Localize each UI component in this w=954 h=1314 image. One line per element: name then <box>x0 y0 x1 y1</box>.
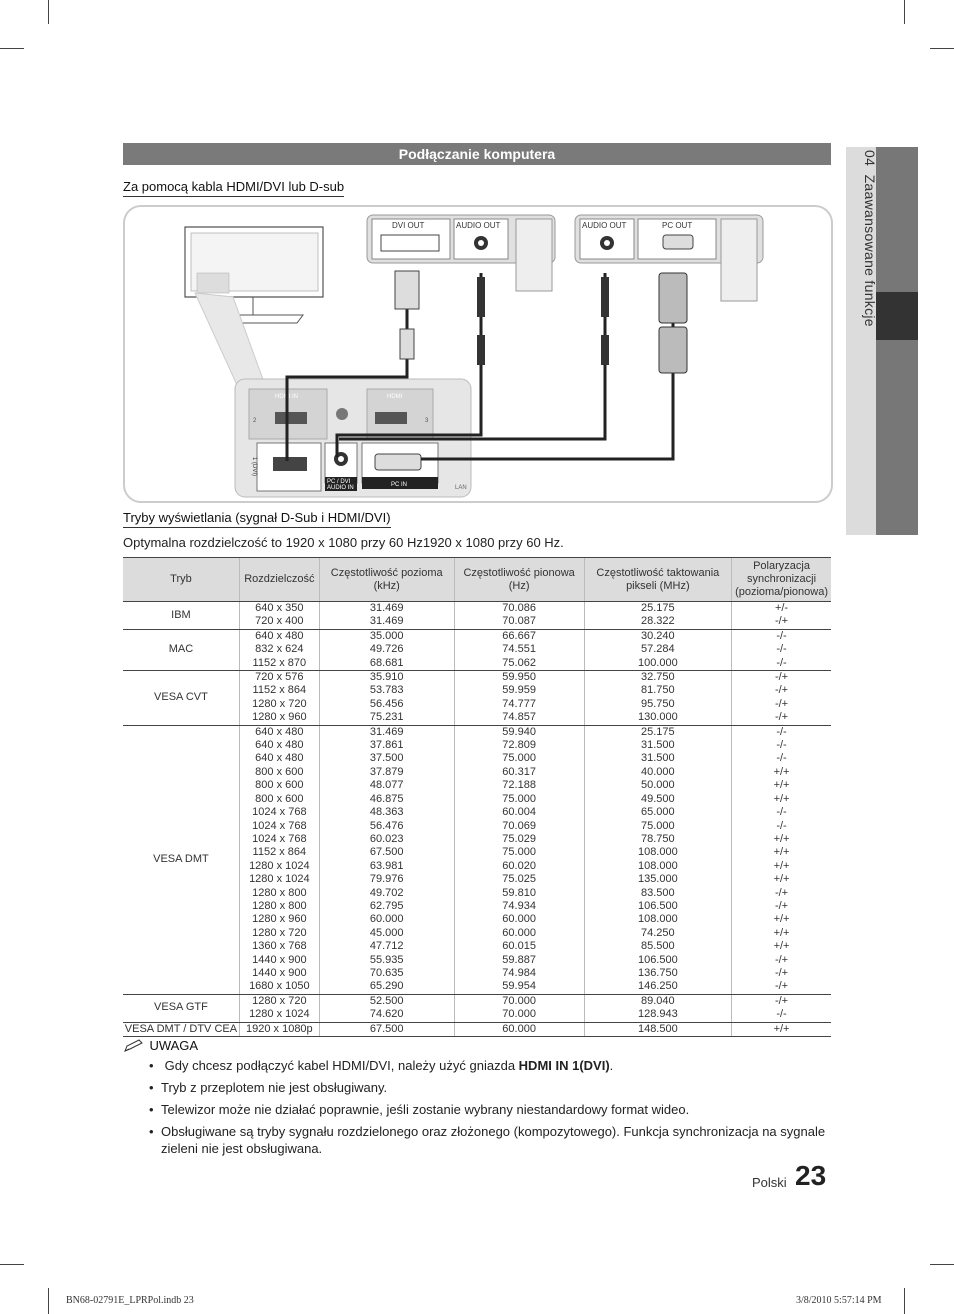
value-line: 52.500 <box>369 994 404 1007</box>
header-mode: Tryb <box>123 558 239 602</box>
value-line: 1024 x 768 <box>252 819 307 832</box>
value-line: 1280 x 720 <box>252 926 307 939</box>
note-item-text: Gdy chcesz podłączyć kabel HDMI/DVI, należy użyć gniazda <box>164 1058 519 1073</box>
value-line: 60.023 <box>369 832 404 845</box>
value-line: +/- <box>774 602 789 614</box>
value-cell <box>732 994 831 1022</box>
value-line: 46.875 <box>369 792 404 805</box>
value-line: -/+ <box>774 953 789 966</box>
value-line: 60.000 <box>502 1022 536 1035</box>
value-cell <box>319 994 454 1022</box>
table-row <box>123 994 831 1022</box>
value-line: 57.284 <box>641 643 675 656</box>
value-line: 30.240 <box>641 629 675 642</box>
value-line: -/+ <box>774 886 789 899</box>
value-cell <box>319 602 454 630</box>
value-cell <box>454 1022 584 1036</box>
value-line: 83.500 <box>641 886 675 899</box>
header-resolution: Rozdzielczość <box>239 558 319 602</box>
value-line: 47.712 <box>369 940 404 953</box>
value-line: 53.783 <box>369 684 404 697</box>
value-line: 75.025 <box>502 873 536 886</box>
crop-mark <box>904 1288 905 1314</box>
value-line: 60.000 <box>502 926 536 939</box>
header-vertical-freq: Częstotliwość pionowa (Hz) <box>454 558 584 602</box>
value-line: 55.935 <box>369 953 404 966</box>
value-line: 62.795 <box>369 899 404 912</box>
value-line: 31.500 <box>641 752 675 765</box>
value-line: 70.087 <box>502 615 536 628</box>
hdmi-port-1-dvi-label: 1 (DVI) <box>251 457 257 477</box>
crop-mark <box>904 0 905 24</box>
value-line: 68.681 <box>369 656 404 669</box>
value-line: 59.887 <box>502 953 536 966</box>
value-line: 35.000 <box>369 629 404 642</box>
value-line: 720 x 576 <box>255 671 304 684</box>
value-line: 65.290 <box>369 980 404 993</box>
value-cell <box>732 602 831 630</box>
value-line: 108.000 <box>637 846 678 859</box>
mode-cell: VESA CVT <box>123 671 239 726</box>
note-item-text: Tryb z przeplotem nie jest obsługiwany. <box>161 1080 388 1095</box>
value-cell <box>732 671 831 726</box>
value-line: +/+ <box>773 913 790 926</box>
value-line: 49.500 <box>641 792 675 805</box>
value-line: -/+ <box>774 994 789 1007</box>
note-item-text: Telewizor może nie działać poprawnie, jeśli zostanie wybrany niestandardowy format wideo. <box>161 1102 690 1117</box>
value-line: 60.020 <box>502 859 536 872</box>
header-pixel-clock: Częstotliwość taktowania pikseli (MHz) <box>584 558 731 602</box>
value-cell <box>319 725 454 994</box>
value-line: 59.950 <box>502 671 536 684</box>
note-item: • Obsługiwane są tryby sygnału rozdzielonego oraz złożonego (kompozytowego). Funkcja synchronizacja na sygnale zieleni nie jest obsługiwana. <box>149 1124 826 1156</box>
modes-subheading: Tryby wyświetlania (sygnał D-Sub i HDMI/DVI) <box>123 510 391 528</box>
pc2-audio-out-label: AUDIO OUT <box>582 221 627 230</box>
value-line: 136.750 <box>637 966 678 979</box>
value-line: 85.500 <box>641 940 675 953</box>
value-cell <box>584 671 731 726</box>
header-horizontal-freq: Częstotliwość pozioma (kHz) <box>319 558 454 602</box>
value-line: 37.861 <box>369 739 404 752</box>
value-cell <box>239 1022 319 1036</box>
value-line: +/+ <box>773 873 790 886</box>
value-line: 640 x 480 <box>255 725 304 738</box>
value-line: 1360 x 768 <box>252 940 307 953</box>
value-line: 48.363 <box>369 806 404 819</box>
value-line: -/- <box>776 1008 787 1021</box>
value-line: +/+ <box>773 779 790 792</box>
value-cell <box>239 725 319 994</box>
value-cell <box>584 994 731 1022</box>
value-line: -/+ <box>774 980 789 993</box>
value-line: 100.000 <box>637 656 678 669</box>
value-line: 89.040 <box>641 994 675 1007</box>
pc-dvi-label: PC / DVI <box>327 479 351 485</box>
value-line: 1280 x 1024 <box>249 1008 310 1021</box>
page-number: 23 <box>795 1160 827 1191</box>
note-item: • Tryb z przeplotem nie jest obsługiwany. <box>149 1080 388 1095</box>
value-line: 75.000 <box>502 752 536 765</box>
crop-mark <box>0 48 24 49</box>
value-line: 65.000 <box>641 806 675 819</box>
hdmi-port-3-label: 3 <box>425 418 429 424</box>
print-timestamp: 3/8/2010 5:57:14 PM <box>796 1295 882 1306</box>
value-line: 74.777 <box>502 697 536 710</box>
value-cell <box>319 629 454 670</box>
value-line: 37.879 <box>369 765 404 778</box>
value-line: 70.000 <box>502 1008 536 1021</box>
pc-in-label: PC IN <box>391 482 408 488</box>
footer-language: Polski <box>752 1175 787 1190</box>
value-line: 56.456 <box>369 697 404 710</box>
mode-cell: VESA DMT / DTV CEA <box>123 1022 239 1036</box>
value-line: 60.004 <box>502 806 536 819</box>
value-line: 1024 x 768 <box>252 806 307 819</box>
value-line: 74.934 <box>502 899 536 912</box>
value-line: 60.015 <box>502 940 536 953</box>
value-line: 79.976 <box>369 873 404 886</box>
value-cell <box>584 602 731 630</box>
connection-diagram <box>123 205 833 503</box>
value-line: -/+ <box>774 684 789 697</box>
value-cell <box>454 602 584 630</box>
table-row <box>123 629 831 670</box>
value-line: 640 x 480 <box>255 629 304 642</box>
value-line: 63.981 <box>369 859 404 872</box>
value-line: 75.231 <box>369 711 404 724</box>
value-line: 130.000 <box>637 711 678 724</box>
value-line: 135.000 <box>637 873 678 886</box>
hdmi-in-label: HDMI IN <box>275 394 298 400</box>
value-line: 49.726 <box>369 643 404 656</box>
value-line: -/- <box>776 819 787 832</box>
value-line: 50.000 <box>641 779 675 792</box>
value-line: 70.635 <box>369 966 404 979</box>
value-line: 78.750 <box>641 832 675 845</box>
value-line: 60.000 <box>369 913 404 926</box>
mode-cell: VESA DMT <box>123 725 239 994</box>
value-line: 1280 x 1024 <box>249 859 310 872</box>
table-row <box>123 1022 831 1036</box>
value-line: -/+ <box>774 671 789 684</box>
value-cell <box>239 671 319 726</box>
value-line: 74.857 <box>502 711 536 724</box>
chapter-tab-marker <box>876 292 918 340</box>
value-line: 1280 x 800 <box>252 886 307 899</box>
value-line: 128.943 <box>637 1008 678 1021</box>
value-line: 59.940 <box>502 725 536 738</box>
header-sync-polarity: Polaryzacja synchronizacji (pozioma/pionowa) <box>732 558 831 602</box>
crop-mark <box>930 1264 954 1265</box>
crop-mark <box>0 1264 24 1265</box>
value-cell <box>732 629 831 670</box>
value-cell <box>732 725 831 994</box>
crop-mark <box>930 48 954 49</box>
value-line: 1280 x 800 <box>252 899 307 912</box>
value-line: -/- <box>776 629 787 642</box>
crop-mark <box>48 0 49 24</box>
note-item: • Gdy chcesz podłączyć kabel HDMI/DVI, należy użyć gniazda HDMI IN 1(DVI). <box>149 1058 614 1073</box>
cable-subheading: Za pomocą kabla HDMI/DVI lub D-sub <box>123 179 344 197</box>
value-line: 1440 x 900 <box>252 966 307 979</box>
value-line: 108.000 <box>637 913 678 926</box>
mode-cell: IBM <box>123 602 239 630</box>
value-line: -/- <box>776 806 787 819</box>
value-line: -/- <box>776 643 787 656</box>
value-line: 148.500 <box>637 1022 678 1035</box>
value-line: -/+ <box>774 711 789 724</box>
value-cell <box>454 994 584 1022</box>
value-line: -/- <box>776 725 787 738</box>
value-line: 1280 x 720 <box>252 697 307 710</box>
value-line: 1280 x 720 <box>252 994 307 1007</box>
table-row <box>123 725 831 994</box>
value-cell <box>732 1022 831 1036</box>
value-line: 75.000 <box>502 846 536 859</box>
value-line: 31.469 <box>369 602 404 614</box>
value-line: 1920 x 1080p <box>246 1022 313 1035</box>
section-title: Podłączanie komputera <box>123 143 831 165</box>
value-line: +/+ <box>773 1022 790 1035</box>
display-modes-table <box>123 557 831 1037</box>
value-cell <box>239 602 319 630</box>
value-line: 48.077 <box>369 779 404 792</box>
value-line: 146.250 <box>637 980 678 993</box>
value-line: 640 x 480 <box>255 752 304 765</box>
value-cell <box>454 629 584 670</box>
value-line: 74.620 <box>369 1008 404 1021</box>
value-line: 81.750 <box>641 684 675 697</box>
notes-list <box>149 1057 829 1162</box>
value-line: 32.750 <box>641 671 675 684</box>
value-line: -/+ <box>774 966 789 979</box>
value-line: 25.175 <box>641 725 675 738</box>
crop-mark <box>48 1288 49 1314</box>
value-line: +/+ <box>773 792 790 805</box>
value-line: 1152 x 864 <box>252 684 307 697</box>
table-body <box>123 602 831 1037</box>
pc-out-label: PC OUT <box>662 221 693 230</box>
chapter-number: 04 <box>862 150 878 167</box>
value-cell <box>319 1022 454 1036</box>
lan-label: LAN <box>455 485 467 491</box>
value-line: 37.500 <box>369 752 404 765</box>
value-cell <box>239 994 319 1022</box>
value-line: 40.000 <box>641 765 675 778</box>
value-cell <box>454 671 584 726</box>
hdmi-label: HDMI <box>387 394 403 400</box>
value-cell <box>584 1022 731 1036</box>
value-line: 35.910 <box>369 671 404 684</box>
value-line: +/+ <box>773 846 790 859</box>
value-line: 1152 x 870 <box>252 656 307 669</box>
value-cell <box>319 671 454 726</box>
diagram-illustration <box>125 207 831 501</box>
value-line: 1680 x 1050 <box>249 980 310 993</box>
value-line: 31.500 <box>641 739 675 752</box>
value-line: 59.954 <box>502 980 536 993</box>
value-line: 72.809 <box>502 739 536 752</box>
optimal-resolution-text: Optymalna rozdzielczość to 1920 x 1080 przy 60 Hz1920 x 1080 przy 60 Hz. <box>123 535 564 550</box>
pencil-note-icon <box>123 1039 145 1053</box>
value-line: 59.959 <box>502 684 536 697</box>
value-cell <box>454 725 584 994</box>
value-line: +/+ <box>773 859 790 872</box>
chapter-label <box>838 150 878 350</box>
value-cell <box>584 725 731 994</box>
value-line: +/+ <box>773 832 790 845</box>
value-line: 832 x 624 <box>255 643 304 656</box>
value-line: 800 x 600 <box>255 779 304 792</box>
value-line: 800 x 600 <box>255 765 304 778</box>
value-line: 95.750 <box>641 697 675 710</box>
hdmi-port-2-label: 2 <box>253 418 257 424</box>
value-line: 31.469 <box>369 615 404 628</box>
value-line: 60.000 <box>502 913 536 926</box>
mode-cell: MAC <box>123 629 239 670</box>
value-line: 60.317 <box>502 765 536 778</box>
value-line: 1152 x 864 <box>252 846 307 859</box>
value-line: -/- <box>776 656 787 669</box>
audio-in-label: AUDIO IN <box>327 485 354 491</box>
value-line: 108.000 <box>637 859 678 872</box>
value-line: -/+ <box>774 615 789 628</box>
value-line: 800 x 600 <box>255 792 304 805</box>
table-row <box>123 671 831 726</box>
note-item-text-end: . <box>609 1058 614 1073</box>
value-line: +/+ <box>773 765 790 778</box>
value-line: 1280 x 1024 <box>249 873 310 886</box>
value-line: 66.667 <box>502 629 536 642</box>
chapter-title: Zaawansowane funkcje <box>862 174 878 327</box>
value-line: 74.551 <box>502 643 536 656</box>
value-line: 720 x 400 <box>255 615 304 628</box>
value-line: 56.476 <box>369 819 404 832</box>
value-line: 49.702 <box>369 886 404 899</box>
value-line: -/+ <box>774 697 789 710</box>
value-line: 70.000 <box>502 994 536 1007</box>
value-line: -/+ <box>774 899 789 912</box>
note-title: UWAGA <box>149 1038 199 1053</box>
mode-cell: VESA GTF <box>123 994 239 1022</box>
value-line: 75.062 <box>502 656 536 669</box>
file-slug: BN68-02791E_LPRPol.indb 23 <box>66 1295 194 1306</box>
table-header-row <box>123 558 831 602</box>
value-cell <box>584 629 731 670</box>
value-line: +/+ <box>773 926 790 939</box>
value-line: 72.188 <box>502 779 536 792</box>
dvi-out-label: DVI OUT <box>392 221 425 230</box>
value-line: 1440 x 900 <box>252 953 307 966</box>
value-line: +/+ <box>773 940 790 953</box>
value-line: -/- <box>776 739 787 752</box>
value-line: 25.175 <box>641 602 675 614</box>
value-line: 640 x 350 <box>255 602 304 614</box>
value-cell <box>239 629 319 670</box>
table-row <box>123 602 831 630</box>
value-line: 1280 x 960 <box>252 913 307 926</box>
note-heading <box>123 1037 198 1055</box>
note-item: • Telewizor może nie działać poprawnie, jeśli zostanie wybrany niestandardowy format wideo. <box>149 1102 690 1117</box>
value-line: 67.500 <box>369 1022 404 1035</box>
value-line: 67.500 <box>369 846 404 859</box>
value-line: 106.500 <box>637 899 678 912</box>
value-line: 75.000 <box>502 792 536 805</box>
value-line: 74.250 <box>641 926 675 939</box>
value-line: 28.322 <box>641 615 675 628</box>
pc1-audio-out-label: AUDIO OUT <box>456 221 501 230</box>
value-line: 106.500 <box>637 953 678 966</box>
value-line: -/- <box>776 752 787 765</box>
chapter-tab-edge <box>876 147 918 535</box>
value-line: 75.029 <box>502 832 536 845</box>
value-line: 59.810 <box>502 886 536 899</box>
value-line: 31.469 <box>369 725 404 738</box>
note-item-text: Obsługiwane są tryby sygnału rozdzielonego oraz złożonego (kompozytowego). Funkcja synchronizacja na sygnale zieleni nie jest obsługiwana. <box>161 1124 826 1156</box>
value-line: 1024 x 768 <box>252 832 307 845</box>
value-line: 70.086 <box>502 602 536 614</box>
value-line: 70.069 <box>502 819 536 832</box>
value-line: 640 x 480 <box>255 739 304 752</box>
note-item-bold: HDMI IN 1(DVI) <box>518 1058 610 1073</box>
value-line: 45.000 <box>369 926 404 939</box>
value-line: 1280 x 960 <box>252 711 307 724</box>
value-line: 75.000 <box>641 819 675 832</box>
value-line: 74.984 <box>502 966 536 979</box>
